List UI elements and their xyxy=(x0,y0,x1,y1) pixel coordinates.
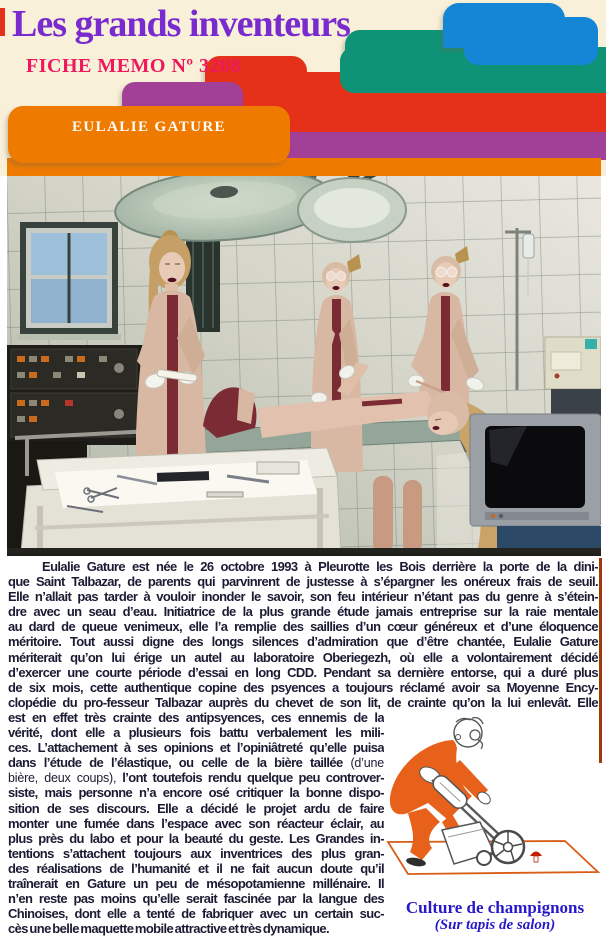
window xyxy=(17,222,121,340)
article-line: de six mois, cette authentique copine des psyences a toujours réclamé avoir sa Moyenne Ency- xyxy=(8,679,598,695)
name-banner xyxy=(8,106,290,163)
article-line: dre avec un seau d’eau. Initiatrice de la plus grande étude jamais entreprise sur la raie mentale xyxy=(8,604,598,620)
article-line: bière, deux coups), l’ont toutefois rendu quelque peu controver- xyxy=(8,770,384,786)
name-banner-label: EULALIE GATURE xyxy=(72,119,226,135)
header xyxy=(0,0,606,176)
article-line: n’en reste pas moins qu’elle serait fascinée par la langue des xyxy=(8,891,384,907)
article-line: clopédie du pro-fesseur Talbazar auprès du chevet de son lit, de crainte qu’on la lui enlevât. Elle xyxy=(8,694,598,710)
red-corner-mark xyxy=(0,8,5,36)
article-line: ces. L’attachement à ses opinions et l’opiniâtreté qu’elle puisa xyxy=(8,740,384,756)
lab-photo-illustration xyxy=(7,176,601,553)
cartoon-caption: Culture de champignons xyxy=(405,898,585,917)
article-line: plus près du labo et pour la beauté du geste. Les Grandes in- xyxy=(8,830,384,846)
article-line: Eulalie Gature est née le 26 octobre 1993 à Pleurotte les Bois derrière la porte de la dini- xyxy=(42,559,598,574)
article-line: monter une fumée dans l’espace avec son réacteur éclair, au xyxy=(8,815,384,831)
instrument-tray xyxy=(21,448,341,553)
article-line: traînerait en Gature un peu de mésopotamienne millénaire. Il xyxy=(8,875,384,891)
article-line: des réalisations de l’humanité et il ne fait aucun doute qu’il xyxy=(8,860,384,876)
article-line: Chinoises, dont elle a tenté de fabriquer avec un certain suc- xyxy=(8,906,384,922)
article-line: dans l’étude de l’élastique, ou celle de la bière taillée (d’une xyxy=(8,755,384,771)
article-line: au dard de queue venimeux, elle l’a remplie des saillies d’un cœur généreux et d’une éloquence xyxy=(8,619,598,635)
article-line: tentions s’attachent toujours aux inventrices des plus gran- xyxy=(8,845,384,861)
lab-photo xyxy=(7,176,601,556)
article-line: siste, mais personne n’a encore osé critiquer la bonne dispo- xyxy=(8,785,384,801)
tab-blue-body xyxy=(464,17,598,65)
article-line: d’exercer une courte période d’essai en long CDD. Pendant sa dernière entorse, qui a duré plus xyxy=(8,664,598,680)
article-line: cès une belle maquette mobile attractive et très dynamique. xyxy=(8,921,330,936)
article-line: méritoire. Tout aussi digne des longs silences d’admiration que d’être chantée, Eulalie Gature xyxy=(8,634,598,650)
purple-bar xyxy=(247,132,606,160)
article-section xyxy=(0,556,606,936)
article-line: vérité, dont elle a plusieurs fois battu verbalement les mili- xyxy=(8,725,384,741)
cartoon-subcaption: (Sur tapis de salon) xyxy=(434,917,556,933)
article-line: est en effet très crainte des antipsyences, ces ennemis de la xyxy=(8,709,384,725)
article-line: Elle n’allait pas tarder à vouloir inonder le savoir, son feu intérieur n’étant pas du genre à s’étein- xyxy=(8,589,598,605)
article-line: que Saint Talbazar, de parents qui parvinrent de justesse à s’épargner les onéreux frais de seuil. xyxy=(8,574,598,590)
mushroom-cartoon xyxy=(384,696,606,934)
mushroom-cartoon-drawing xyxy=(384,696,606,892)
article-line: sition de ses discours. Elle a décidé le projet ardu de faire xyxy=(8,800,384,816)
page-title: Les grands inventeurs xyxy=(12,3,350,45)
fiche-number: FICHE MEMO Nº 3208 xyxy=(26,55,242,77)
photo-bottom-edge xyxy=(7,548,601,553)
article-line: mériterait qu’on lui érige un autel au laboratoire Oberiegezh, où elle a volontairement décidé xyxy=(8,649,598,665)
